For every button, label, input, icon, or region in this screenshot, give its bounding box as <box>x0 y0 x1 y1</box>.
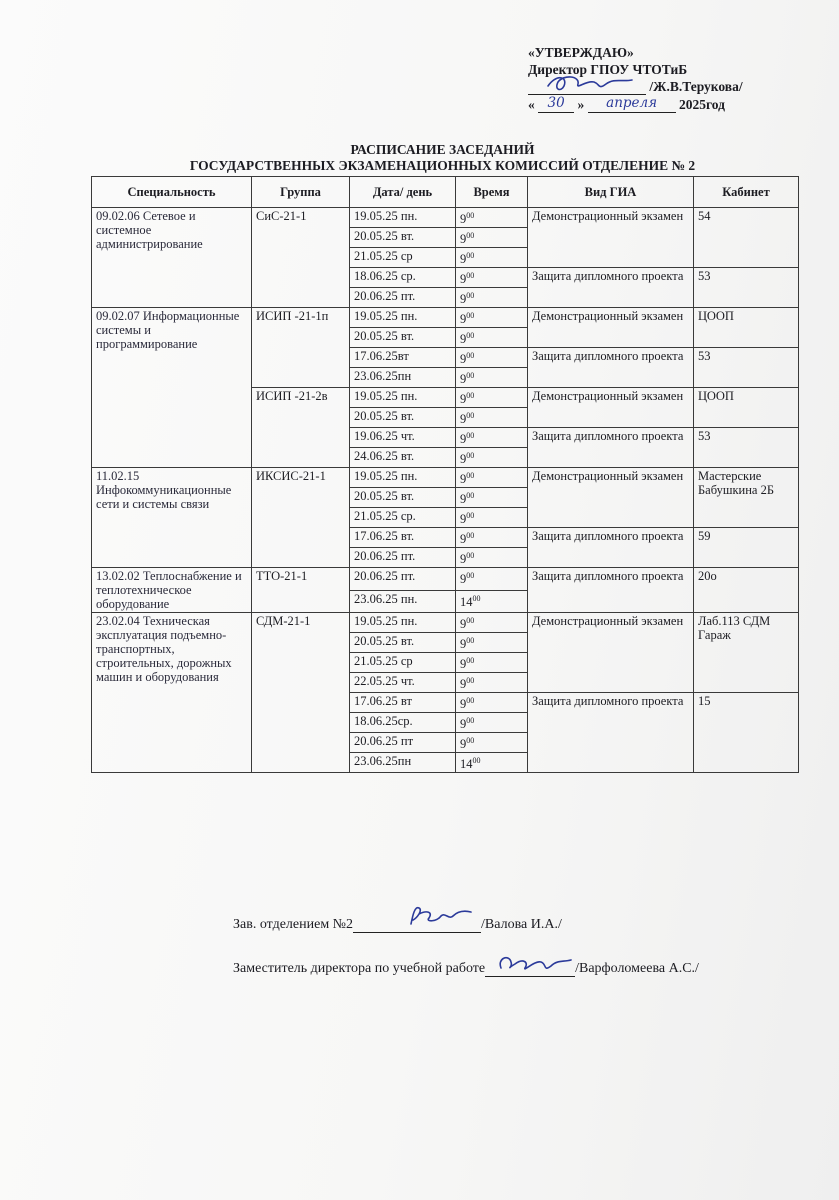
time-cell <box>456 548 528 568</box>
time-hour: 9 <box>460 717 467 731</box>
time-minutes: 00 <box>466 636 475 645</box>
room-cell: Лаб.113 СДМ Гараж <box>694 613 799 693</box>
time-hour: 9 <box>460 677 467 691</box>
approval-signature-line <box>528 78 808 95</box>
director-name: /Ж.В.Терукова/ <box>649 79 743 94</box>
time-cell <box>456 448 528 468</box>
time-minutes: 00 <box>466 271 475 280</box>
date-cell: 22.05.25 чт. <box>350 673 456 693</box>
time-hour: 9 <box>460 352 467 366</box>
date-cell: 21.05.25 ср. <box>350 508 456 528</box>
room-cell: ЦООП <box>694 388 799 428</box>
time-hour: 9 <box>460 472 467 486</box>
time-hour: 9 <box>460 572 467 586</box>
time-cell <box>456 328 528 348</box>
group-cell: ИСИП -21-2в <box>252 388 350 468</box>
group-cell: СиС-21-1 <box>252 208 350 308</box>
time-hour: 9 <box>460 332 467 346</box>
specialty-cell: 09.02.06 Сетевое и системное администрирование <box>92 208 252 308</box>
time-minutes: 00 <box>466 331 475 340</box>
date-cell: 19.05.25 пн. <box>350 308 456 328</box>
time-cell <box>456 408 528 428</box>
table-row <box>92 568 799 591</box>
date-cell: 20.06.25 пт. <box>350 288 456 308</box>
time-minutes: 00 <box>472 593 481 603</box>
time-hour: 9 <box>460 232 467 246</box>
time-cell <box>456 693 528 713</box>
approval-year: 2025год <box>679 97 725 112</box>
time-minutes: 00 <box>466 531 475 540</box>
date-cell: 20.05.25 вт. <box>350 633 456 653</box>
time-cell <box>456 568 528 591</box>
time-hour: 9 <box>460 697 467 711</box>
time-minutes: 00 <box>466 311 475 320</box>
time-cell <box>456 428 528 448</box>
approval-heading: «УТВЕРЖДАЮ» <box>528 45 634 60</box>
schedule-table <box>91 176 799 773</box>
time-cell <box>456 228 528 248</box>
header-date: Дата/ день <box>350 177 456 208</box>
room-cell: 54 <box>694 208 799 268</box>
room-cell: 15 <box>694 693 799 773</box>
header-room: Кабинет <box>694 177 799 208</box>
time-cell <box>456 208 528 228</box>
approval-block <box>528 44 808 113</box>
head-label: Зав. отделением №2 <box>233 917 354 932</box>
header-specialty: Специальность <box>92 177 252 208</box>
time-cell <box>456 468 528 488</box>
time-cell <box>456 590 528 613</box>
time-cell <box>456 653 528 673</box>
head-name: /Валова И.А./ <box>481 917 562 932</box>
deputy-signature-line <box>233 960 699 977</box>
time-hour: 9 <box>460 737 467 751</box>
date-cell: 21.05.25 ср <box>350 653 456 673</box>
time-hour: 9 <box>460 212 467 226</box>
time-minutes: 00 <box>466 231 475 240</box>
time-hour: 9 <box>460 392 467 406</box>
group-cell: ТТО-21-1 <box>252 568 350 613</box>
head-signature-line <box>233 916 562 933</box>
exam-type-cell: Защита дипломного проекта <box>528 528 694 568</box>
time-hour: 9 <box>460 532 467 546</box>
table-row <box>92 208 799 228</box>
time-minutes: 00 <box>466 736 475 745</box>
time-minutes: 00 <box>466 716 475 725</box>
time-cell <box>456 368 528 388</box>
time-minutes: 00 <box>466 291 475 300</box>
specialty-cell: 23.02.04 Техническая эксплуатация подъемно-транспортных, строительных, дорожных машин и оборудования <box>92 613 252 773</box>
time-hour: 9 <box>460 452 467 466</box>
time-cell <box>456 308 528 328</box>
time-hour: 9 <box>460 432 467 446</box>
date-cell: 24.06.25 вт. <box>350 448 456 468</box>
exam-type-cell: Защита дипломного проекта <box>528 428 694 468</box>
table-header-row <box>92 177 799 208</box>
time-cell <box>456 268 528 288</box>
specialty-cell: 13.02.02 Теплоснабжение и теплотехническое оборудование <box>92 568 252 613</box>
exam-type-cell: Защита дипломного проекта <box>528 348 694 388</box>
exam-type-cell: Демонстрационный экзамен <box>528 388 694 428</box>
table-row <box>92 613 799 633</box>
time-hour: 9 <box>460 412 467 426</box>
room-cell: 53 <box>694 348 799 388</box>
time-hour: 14 <box>460 594 473 609</box>
date-cell: 23.06.25пн <box>350 753 456 773</box>
date-cell: 20.06.25 пт <box>350 733 456 753</box>
exam-type-cell: Демонстрационный экзамен <box>528 468 694 528</box>
date-cell: 20.06.25 пт. <box>350 568 456 591</box>
schedule-body <box>92 208 799 773</box>
deputy-name: /Варфоломеева А.С./ <box>575 961 699 976</box>
time-cell <box>456 733 528 753</box>
time-cell <box>456 348 528 368</box>
time-hour: 9 <box>460 657 467 671</box>
exam-type-cell: Демонстрационный экзамен <box>528 613 694 693</box>
time-hour: 9 <box>460 372 467 386</box>
date-cell: 23.06.25 пн. <box>350 590 456 613</box>
time-cell <box>456 388 528 408</box>
time-minutes: 00 <box>466 391 475 400</box>
table-row <box>92 468 799 488</box>
time-hour: 9 <box>460 637 467 651</box>
date-cell: 20.05.25 вт. <box>350 228 456 248</box>
time-minutes: 00 <box>466 411 475 420</box>
time-minutes: 00 <box>466 511 475 520</box>
time-cell <box>456 288 528 308</box>
time-minutes: 00 <box>466 471 475 480</box>
time-minutes: 00 <box>466 491 475 500</box>
group-cell: ИКСИС-21-1 <box>252 468 350 568</box>
room-cell: 53 <box>694 428 799 468</box>
time-minutes: 00 <box>466 656 475 665</box>
time-minutes: 00 <box>466 676 475 685</box>
time-cell <box>456 528 528 548</box>
title-line-2: ГОСУДАРСТВЕННЫХ ЭКЗАМЕНАЦИОННЫХ КОМИССИЙ ОТДЕЛЕНИЕ № 2 <box>189 158 696 173</box>
head-signature-area <box>353 916 481 933</box>
specialty-cell: 09.02.07 Информационные системы и программирование <box>92 308 252 468</box>
time-minutes: 00 <box>466 351 475 360</box>
time-hour: 14 <box>460 757 473 771</box>
date-cell: 18.06.25ср. <box>350 713 456 733</box>
date-cell: 19.06.25 чт. <box>350 428 456 448</box>
head-signature-icon <box>353 902 481 930</box>
exam-type-cell: Защита дипломного проекта <box>528 268 694 308</box>
date-cell: 17.06.25вт <box>350 348 456 368</box>
header-exam-type: Вид ГИА <box>528 177 694 208</box>
time-hour: 9 <box>460 492 467 506</box>
time-cell <box>456 508 528 528</box>
date-cell: 23.06.25пн <box>350 368 456 388</box>
approval-month: апреля <box>588 95 676 113</box>
room-cell: 20о <box>694 568 799 613</box>
title-line-1: РАСПИСАНИЕ ЗАСЕДАНИЙ <box>350 142 535 157</box>
time-hour: 9 <box>460 617 467 631</box>
time-cell <box>456 248 528 268</box>
time-cell <box>456 713 528 733</box>
room-cell: Мастерские Бабушкина 2Б <box>694 468 799 528</box>
time-hour: 9 <box>460 252 467 266</box>
date-cell: 20.06.25 пт. <box>350 548 456 568</box>
time-minutes: 00 <box>466 616 475 625</box>
date-cell: 19.05.25 пн. <box>350 208 456 228</box>
room-cell: 59 <box>694 528 799 568</box>
deputy-label: Заместитель директора по учебной работе <box>233 961 486 976</box>
header-group: Группа <box>252 177 350 208</box>
exam-type-cell: Демонстрационный экзамен <box>528 308 694 348</box>
header-time: Время <box>456 177 528 208</box>
time-minutes: 00 <box>466 571 475 580</box>
time-minutes: 00 <box>472 756 481 765</box>
time-minutes: 00 <box>466 251 475 260</box>
exam-type-cell: Защита дипломного проекта <box>528 693 694 773</box>
time-hour: 9 <box>460 272 467 286</box>
time-minutes: 00 <box>466 451 475 460</box>
approval-position: Директор ГПОУ ЧТОТиБ <box>528 62 688 77</box>
table-row <box>92 308 799 328</box>
room-cell: ЦООП <box>694 308 799 348</box>
time-cell <box>456 633 528 653</box>
time-cell <box>456 613 528 633</box>
date-cell: 18.06.25 ср. <box>350 268 456 288</box>
time-cell <box>456 673 528 693</box>
director-signature-icon <box>528 72 646 94</box>
date-cell: 17.06.25 вт <box>350 693 456 713</box>
time-minutes: 00 <box>466 431 475 440</box>
date-cell: 20.05.25 вт. <box>350 408 456 428</box>
exam-type-cell: Защита дипломного проекта <box>528 568 694 613</box>
approval-date-line: « 30 » апреля 2025год <box>528 95 725 112</box>
time-minutes: 00 <box>466 696 475 705</box>
date-cell: 19.05.25 пн. <box>350 468 456 488</box>
time-minutes: 00 <box>466 551 475 560</box>
time-cell <box>456 753 528 773</box>
time-minutes: 00 <box>466 371 475 380</box>
date-cell: 19.05.25 пн. <box>350 388 456 408</box>
date-cell: 17.06.25 вт. <box>350 528 456 548</box>
time-hour: 9 <box>460 292 467 306</box>
time-hour: 9 <box>460 552 467 566</box>
date-cell: 20.05.25 вт. <box>350 328 456 348</box>
room-cell: 53 <box>694 268 799 308</box>
group-cell: ИСИП -21-1п <box>252 308 350 388</box>
date-cell: 21.05.25 ср <box>350 248 456 268</box>
group-cell: СДМ-21-1 <box>252 613 350 773</box>
document-title <box>90 142 795 174</box>
time-cell <box>456 488 528 508</box>
director-signature-area <box>528 80 646 95</box>
deputy-signature-icon <box>485 948 575 976</box>
approval-day: 30 <box>538 95 574 113</box>
deputy-signature-area <box>485 960 575 977</box>
date-cell: 20.05.25 вт. <box>350 488 456 508</box>
time-hour: 9 <box>460 512 467 526</box>
date-cell: 19.05.25 пн. <box>350 613 456 633</box>
time-minutes: 00 <box>466 211 475 220</box>
time-hour: 9 <box>460 312 467 326</box>
exam-type-cell: Демонстрационный экзамен <box>528 208 694 268</box>
specialty-cell: 11.02.15 Инфокоммуникационные сети и системы связи <box>92 468 252 568</box>
